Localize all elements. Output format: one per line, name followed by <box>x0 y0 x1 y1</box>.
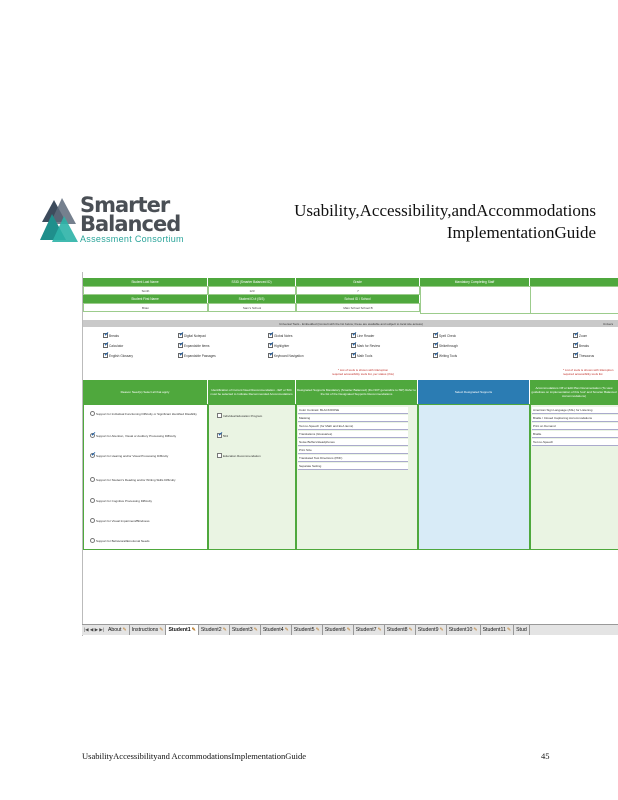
sheet-tab[interactable] <box>292 625 323 635</box>
top-header-row <box>83 278 618 286</box>
accommodation-item[interactable]: Text-to-Speech <box>532 439 618 446</box>
tab-edit-icon: ✎ <box>222 627 227 633</box>
checkbox-label: Mark for Review <box>357 343 381 348</box>
reason-label: Support for Hearing and/or Visual Processing Difficulty <box>96 453 169 458</box>
identification-column <box>208 404 296 550</box>
page-number: 45 <box>541 751 550 761</box>
checkbox-label: Calculator <box>109 343 124 348</box>
tab-edit-icon: ✎ <box>284 627 289 633</box>
logo-text-consortium: Assessment Consortium <box>80 234 184 244</box>
sheet-tab-label: Student4 <box>262 627 284 633</box>
reason-label: Support for Attention, Visual or Auditory Processing Difficulty <box>96 433 177 438</box>
tool-checkbox[interactable] <box>268 353 304 358</box>
tool-checkbox[interactable] <box>178 343 210 348</box>
checkbox-label: Spell Check <box>439 333 457 338</box>
column-header-designated: Designated Supports Mandatory (Smarter Balanced) (Do NOT generalize to ISP) Refer to the list of the Designated Supports Recommendations <box>296 380 418 404</box>
header-cell: Student First Name <box>83 295 208 303</box>
tab-edit-icon: ✎ <box>122 627 127 633</box>
identification-option[interactable] <box>217 433 228 438</box>
reason-checkbox[interactable] <box>90 433 95 438</box>
checkbox-label: Math Tools <box>357 353 373 358</box>
sheet-tab-label: Student6 <box>324 627 346 633</box>
universal-tools-title: Universal Tools - Embedded (Consult with the list below; these are available and subject to local site access) <box>279 321 423 326</box>
sheet-tab-label: Student7 <box>355 627 377 633</box>
sheet-tab-label: Student8 <box>386 627 408 633</box>
tab-navigation-arrows[interactable]: |◀ ◀ ▶ ▶| <box>84 627 104 632</box>
sheet-tabs <box>82 624 618 635</box>
universal-tools-bar <box>83 320 618 327</box>
reason-option[interactable] <box>90 538 201 543</box>
tool-checkbox[interactable] <box>103 343 123 348</box>
designated-column <box>296 404 418 550</box>
checkbox-label: Breaks <box>579 343 589 348</box>
designated-support-item[interactable]: Translations (Glossaries) <box>298 431 408 438</box>
checkbox-label: Breaks <box>109 333 119 338</box>
checkbox-box[interactable] <box>351 343 356 348</box>
sheet-tab[interactable] <box>166 625 198 635</box>
designated-support-item[interactable]: Translated Test Directions (PDF) <box>298 455 408 462</box>
tool-checkbox[interactable] <box>573 333 587 338</box>
value-cell[interactable]: 7 <box>296 286 420 295</box>
accommodations-column <box>530 404 618 550</box>
select-designated-column[interactable] <box>418 404 530 550</box>
identification-checkbox[interactable] <box>217 413 222 418</box>
checkbox-label: Keyboard Navigation <box>274 353 304 358</box>
sheet-tab[interactable] <box>354 625 385 635</box>
value-cell[interactable]: 123 <box>208 286 296 295</box>
checkbox-label: Writing Tools <box>439 353 458 358</box>
checkbox-box[interactable] <box>573 353 578 358</box>
reason-checkbox[interactable] <box>90 453 95 458</box>
designated-support-item[interactable]: Text-to-Speech (for Math and ELA items) <box>298 423 408 430</box>
checkbox-box[interactable] <box>178 333 183 338</box>
sheet-tab-label: Stud <box>516 627 527 633</box>
accommodation-item[interactable]: American Sign Language (ASL) for Listening <box>532 407 618 414</box>
footer-title: UsabilityAccessibilityand AccommodationsImplementationGuide <box>82 751 307 761</box>
designated-support-item[interactable]: Print Size <box>298 447 408 454</box>
tab-edit-icon: ✎ <box>315 627 320 633</box>
column-header-accommodations: Accommodations Off or Edit Plan Documentation (To view guidelines on implementation of this 'tool' and Smarter Balanced Accommodations) <box>530 380 618 404</box>
tool-checkbox[interactable] <box>433 353 457 358</box>
document-title <box>294 200 596 244</box>
header-cell <box>530 278 618 286</box>
sheet-tab-label: Student9 <box>417 627 439 633</box>
checkbox-box[interactable] <box>351 353 356 358</box>
tool-checkbox[interactable] <box>178 333 206 338</box>
value-cell[interactable]: Smith <box>83 286 208 295</box>
accommodation-item[interactable]: Print on Demand <box>532 423 618 430</box>
sheet-tab-label: Student10 <box>448 627 473 633</box>
header-cell: SSID (Smarter Balanced ID) <box>208 278 296 286</box>
value-cell[interactable]: Brian <box>83 303 208 312</box>
sheet-tab[interactable] <box>385 625 416 635</box>
column-header-reason: Reason Need(s) Select all that apply <box>83 380 208 404</box>
reason-checkbox[interactable] <box>90 477 95 482</box>
identification-label: Education Recommendation <box>223 453 261 458</box>
designated-support-item[interactable]: Noise Buffers/Headphones <box>298 439 408 446</box>
checkbox-label: Digital Notepad <box>184 333 206 338</box>
sheet-tab[interactable] <box>323 625 354 635</box>
sheet-tab-label: Student1 <box>168 627 191 633</box>
tool-checkbox[interactable] <box>573 343 589 348</box>
sheet-tab[interactable] <box>447 625 481 635</box>
tool-checkbox[interactable] <box>351 343 380 348</box>
second-value-row <box>83 303 420 312</box>
universal-tools-title-right: Univers <box>603 322 614 326</box>
logo-text-smarter: Smarter <box>80 193 170 217</box>
reason-checkbox[interactable] <box>90 518 95 523</box>
logo-triangles-icon <box>40 196 82 244</box>
note-center-line1: * List of tools is shown with title/option <box>337 368 389 372</box>
identification-checkbox[interactable] <box>217 433 222 438</box>
checkbox-label: Expandable Passages <box>184 353 216 358</box>
accommodation-item[interactable]: Braille <box>532 431 618 438</box>
checkbox-label: English Glossary <box>109 353 133 358</box>
checkbox-box[interactable] <box>178 343 183 348</box>
tool-checkbox[interactable] <box>573 353 594 358</box>
header-cell: Grade <box>296 278 420 286</box>
reason-option[interactable] <box>90 518 201 523</box>
tab-edit-icon: ✎ <box>408 627 413 633</box>
accommodation-item[interactable]: Braille / Closed Captioning Accommodations <box>532 415 618 422</box>
checkbox-label: Strikethrough <box>439 343 458 348</box>
tool-checkbox[interactable] <box>351 333 374 338</box>
document-title-line1: Usability,Accessibility,andAccommodations <box>294 201 596 220</box>
tab-edit-icon: ✎ <box>473 627 478 633</box>
tab-edit-icon: ✎ <box>159 627 164 633</box>
designated-support-item[interactable]: Color Contrast: BLACK/ROSE <box>298 407 408 414</box>
checkbox-box[interactable] <box>103 353 108 358</box>
header-cell: School ID / School <box>296 295 420 303</box>
checkbox-box[interactable] <box>433 353 438 358</box>
reason-label: Support for Visual Impairment/Blindness <box>96 518 150 523</box>
reason-label: Support for Individual Functioning Difficulty or Significant Identified Disability <box>96 411 197 416</box>
sheet-tab[interactable] <box>106 625 130 635</box>
document-title-line2: ImplementationGuide <box>446 223 596 242</box>
reason-column <box>83 404 208 550</box>
identification-option[interactable] <box>217 453 261 458</box>
checkbox-label: Expandable Items <box>184 343 210 348</box>
identification-label: Individual Education Program <box>223 413 263 418</box>
checkbox-box[interactable] <box>103 343 108 348</box>
tab-edit-icon: ✎ <box>506 627 512 633</box>
sheet-tab-label: Student2 <box>200 627 222 633</box>
spreadsheet-view <box>82 272 618 636</box>
designated-support-item[interactable]: Separate Setting <box>298 463 408 470</box>
note-center-line2: required accessibility tools list, per status (this) <box>332 372 394 376</box>
logo-text-balanced: Balanced <box>80 212 181 236</box>
reason-option[interactable] <box>90 453 201 458</box>
tool-checkbox[interactable] <box>178 353 216 358</box>
sheet-tab-label: Student11 <box>482 627 506 633</box>
header-cell: Student ID # (SIS) <box>208 295 296 303</box>
smarter-balanced-logo <box>40 193 190 244</box>
tab-edit-icon: ✎ <box>439 627 444 633</box>
tool-checkbox[interactable] <box>268 333 292 338</box>
second-header-row <box>83 295 420 303</box>
note-right-line2: required accessibility tools list <box>563 372 603 376</box>
sheet-tab[interactable] <box>261 625 292 635</box>
checkbox-label: Line Reader <box>357 333 375 338</box>
sheet-tab[interactable] <box>416 625 447 635</box>
staff-panel <box>420 286 531 314</box>
identification-checkbox[interactable] <box>217 453 222 458</box>
value-cell[interactable]: Sam's School <box>208 303 296 312</box>
team-panel <box>530 286 618 314</box>
tool-checkbox[interactable] <box>351 353 372 358</box>
tab-edit-icon: ✎ <box>346 627 351 633</box>
checkbox-box[interactable] <box>103 333 108 338</box>
sheet-tab-label: About <box>107 627 122 633</box>
value-cell[interactable]: Main School School B <box>296 303 420 312</box>
tab-edit-icon: ✎ <box>253 627 258 633</box>
reason-label: Support for Behavioral/Emotional Needs <box>96 538 150 543</box>
tool-checkbox[interactable] <box>103 353 133 358</box>
note-right <box>563 368 618 376</box>
reason-option[interactable] <box>90 433 201 438</box>
tool-checkbox[interactable] <box>103 333 119 338</box>
note-right-line1: * List of tools is shown with title/option <box>563 368 614 372</box>
sheet-tab[interactable] <box>514 625 530 635</box>
reason-checkbox[interactable] <box>90 538 95 543</box>
sheet-tab[interactable] <box>481 625 514 635</box>
sheet-tab[interactable] <box>199 625 230 635</box>
reason-option[interactable] <box>90 477 201 482</box>
identification-option[interactable] <box>217 413 262 418</box>
tool-checkbox[interactable] <box>433 333 456 338</box>
designated-support-item[interactable]: Masking <box>298 415 408 422</box>
tool-checkbox[interactable] <box>268 343 289 348</box>
column-header-select-designated: Select Designated Supports <box>418 380 530 404</box>
header-cell: Mandatory Completing Staff <box>420 278 530 286</box>
checkbox-label: Thesaurus <box>579 353 595 358</box>
checkbox-box[interactable] <box>178 353 183 358</box>
reason-checkbox[interactable] <box>90 498 95 503</box>
reason-checkbox[interactable] <box>90 411 95 416</box>
checkbox-label: Global Notes <box>274 333 293 338</box>
checkbox-box[interactable] <box>268 333 273 338</box>
sheet-tab[interactable] <box>230 625 261 635</box>
sheet-tab[interactable] <box>130 625 167 635</box>
checkbox-label: Zoom <box>579 333 588 338</box>
checkbox-box[interactable] <box>433 343 438 348</box>
checkbox-box[interactable] <box>573 343 578 348</box>
sheet-tab-label: Student5 <box>293 627 315 633</box>
sheet-tab-label: Student3 <box>231 627 253 633</box>
reason-option[interactable] <box>90 411 201 416</box>
reason-label: Support for Cognitive Processing Difficulty <box>96 498 152 503</box>
checkbox-box[interactable] <box>268 353 273 358</box>
tab-edit-icon: ✎ <box>377 627 382 633</box>
checkbox-box[interactable] <box>573 333 578 338</box>
tool-checkbox[interactable] <box>433 343 458 348</box>
column-header-identification: Identification of Current Need Recommendation - IEP or 504 must be selected to Indicate Recommended Accommodations <box>208 380 296 404</box>
reason-option[interactable] <box>90 498 201 503</box>
tab-list <box>106 625 530 635</box>
checkbox-label: Highlighter <box>274 343 290 348</box>
identification-label: 504 <box>223 433 229 438</box>
checkbox-box[interactable] <box>433 333 438 338</box>
note-center <box>303 368 423 376</box>
reason-label: Support for Student's Reading and/or Writing Skills Difficulty <box>96 477 176 482</box>
header-cell: Student Last Name <box>83 278 208 286</box>
sheet-tab-label: Instructions <box>131 627 159 633</box>
checkbox-box[interactable] <box>268 343 273 348</box>
tab-edit-icon: ✎ <box>191 627 196 633</box>
checkbox-box[interactable] <box>351 333 356 338</box>
